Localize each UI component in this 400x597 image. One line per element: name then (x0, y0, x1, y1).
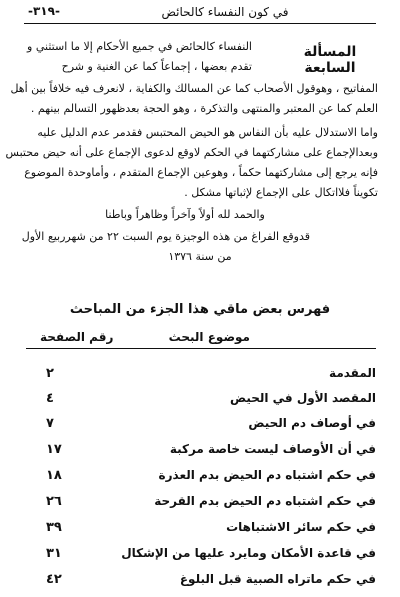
closing-praise: والحمد لله أولاً وآخراً وظاهراً وباطنا (105, 208, 265, 221)
index-row (26, 546, 376, 568)
completion-note: قدوقع الفراغ من هذه الوجيزة يوم السبت ٢٢ من شهرربيع الأول (21, 230, 310, 243)
index-title: فهرس بعض ماقي هذا الجزء من المباحث (69, 302, 331, 317)
index-row-topic: في حكم سائر الاشتباهات (226, 520, 376, 534)
index-row (26, 366, 376, 388)
index-row-topic: في أن الأوصاف ليست خاصة مركبة (169, 442, 376, 456)
index-topic-header: موضوع البحث (168, 330, 250, 344)
index-row (26, 468, 376, 490)
body-line-3: المفاتيح ، وهوقول الأصحاب كما عن المسالك والكفاية ، لانعرف فيه خلافاً بين أهل (10, 82, 378, 95)
index-row-page: ٣٩ (46, 520, 62, 535)
index-row-topic: في أوصاف دم الحيض (248, 416, 376, 430)
index-row (26, 442, 376, 464)
running-header-title: في كون النفساء كالحائض (161, 5, 289, 19)
index-page-header: رقم الصفحة (40, 330, 114, 344)
index-row-topic: المقدمة (329, 366, 376, 380)
index-row (26, 391, 376, 413)
body-line-4: العلم كما عن المعتبر والمنتهى والتذكرة ، وهو الحجة بعدظهور التسالم بينهم . (30, 102, 378, 115)
completion-year: من سنة ١٣٧٦ (168, 250, 232, 263)
index-row (26, 520, 376, 542)
body-line-5: واما الاستدلال عليه بأن النفاس هو الحيض المحتبس فقدمر عدم الدليل عليه (37, 126, 378, 139)
index-row (26, 572, 376, 594)
header-rule (24, 23, 376, 24)
index-row-page: ١٧ (46, 442, 62, 457)
index-row (26, 416, 376, 438)
index-row-topic: في حكم اشتباه دم الحيض بدم العذرة (158, 468, 376, 482)
index-row-page: ٢ (46, 366, 54, 381)
body-line-8: تكويناً فلااتكال على الإجماع لإثباتها مشكل . (184, 186, 378, 199)
body-line-6: وبعدالإجماع على مشاركتهما في الحكم لاوقع لدعوى الإجماع على أنه حيض محتبس (5, 146, 378, 159)
index-row-page: ١٨ (46, 468, 62, 483)
index-row-page: ٧ (46, 416, 54, 431)
index-row (26, 494, 376, 516)
body-line-2: تقدم بعضها ، إجماعاً كما عن الغنية و شرح (61, 60, 252, 73)
index-row-topic: المقصد الأول في الحيض (229, 391, 376, 405)
issue-title: المسألة السابعة (303, 44, 357, 76)
index-header-rule (26, 348, 376, 349)
index-row-topic: في حكم اشتباه دم الحيض بدم القرحة (154, 494, 376, 508)
index-row-topic: في حكم ماتراه الصبية قبل البلوغ (179, 572, 376, 586)
index-row-page: ٤٢ (46, 572, 62, 587)
index-row-page: ٢٦ (46, 494, 62, 509)
index-row-page: ٣١ (46, 546, 62, 561)
body-line-7: فإنه يرجع إلى مشاركتهما حكماً ، وهوعين الإجماع المتقدم ، وأماوحدة الموضوع (24, 166, 378, 179)
index-row-topic: في قاعدة الأمكان ومايرد عليها من الإشكال (121, 546, 376, 560)
page-number: -٣١٩- (28, 4, 60, 18)
body-line-1: النفساء كالحائض في جميع الأحكام إلا ما استثني و (27, 40, 252, 53)
index-row-page: ٤ (46, 391, 54, 406)
